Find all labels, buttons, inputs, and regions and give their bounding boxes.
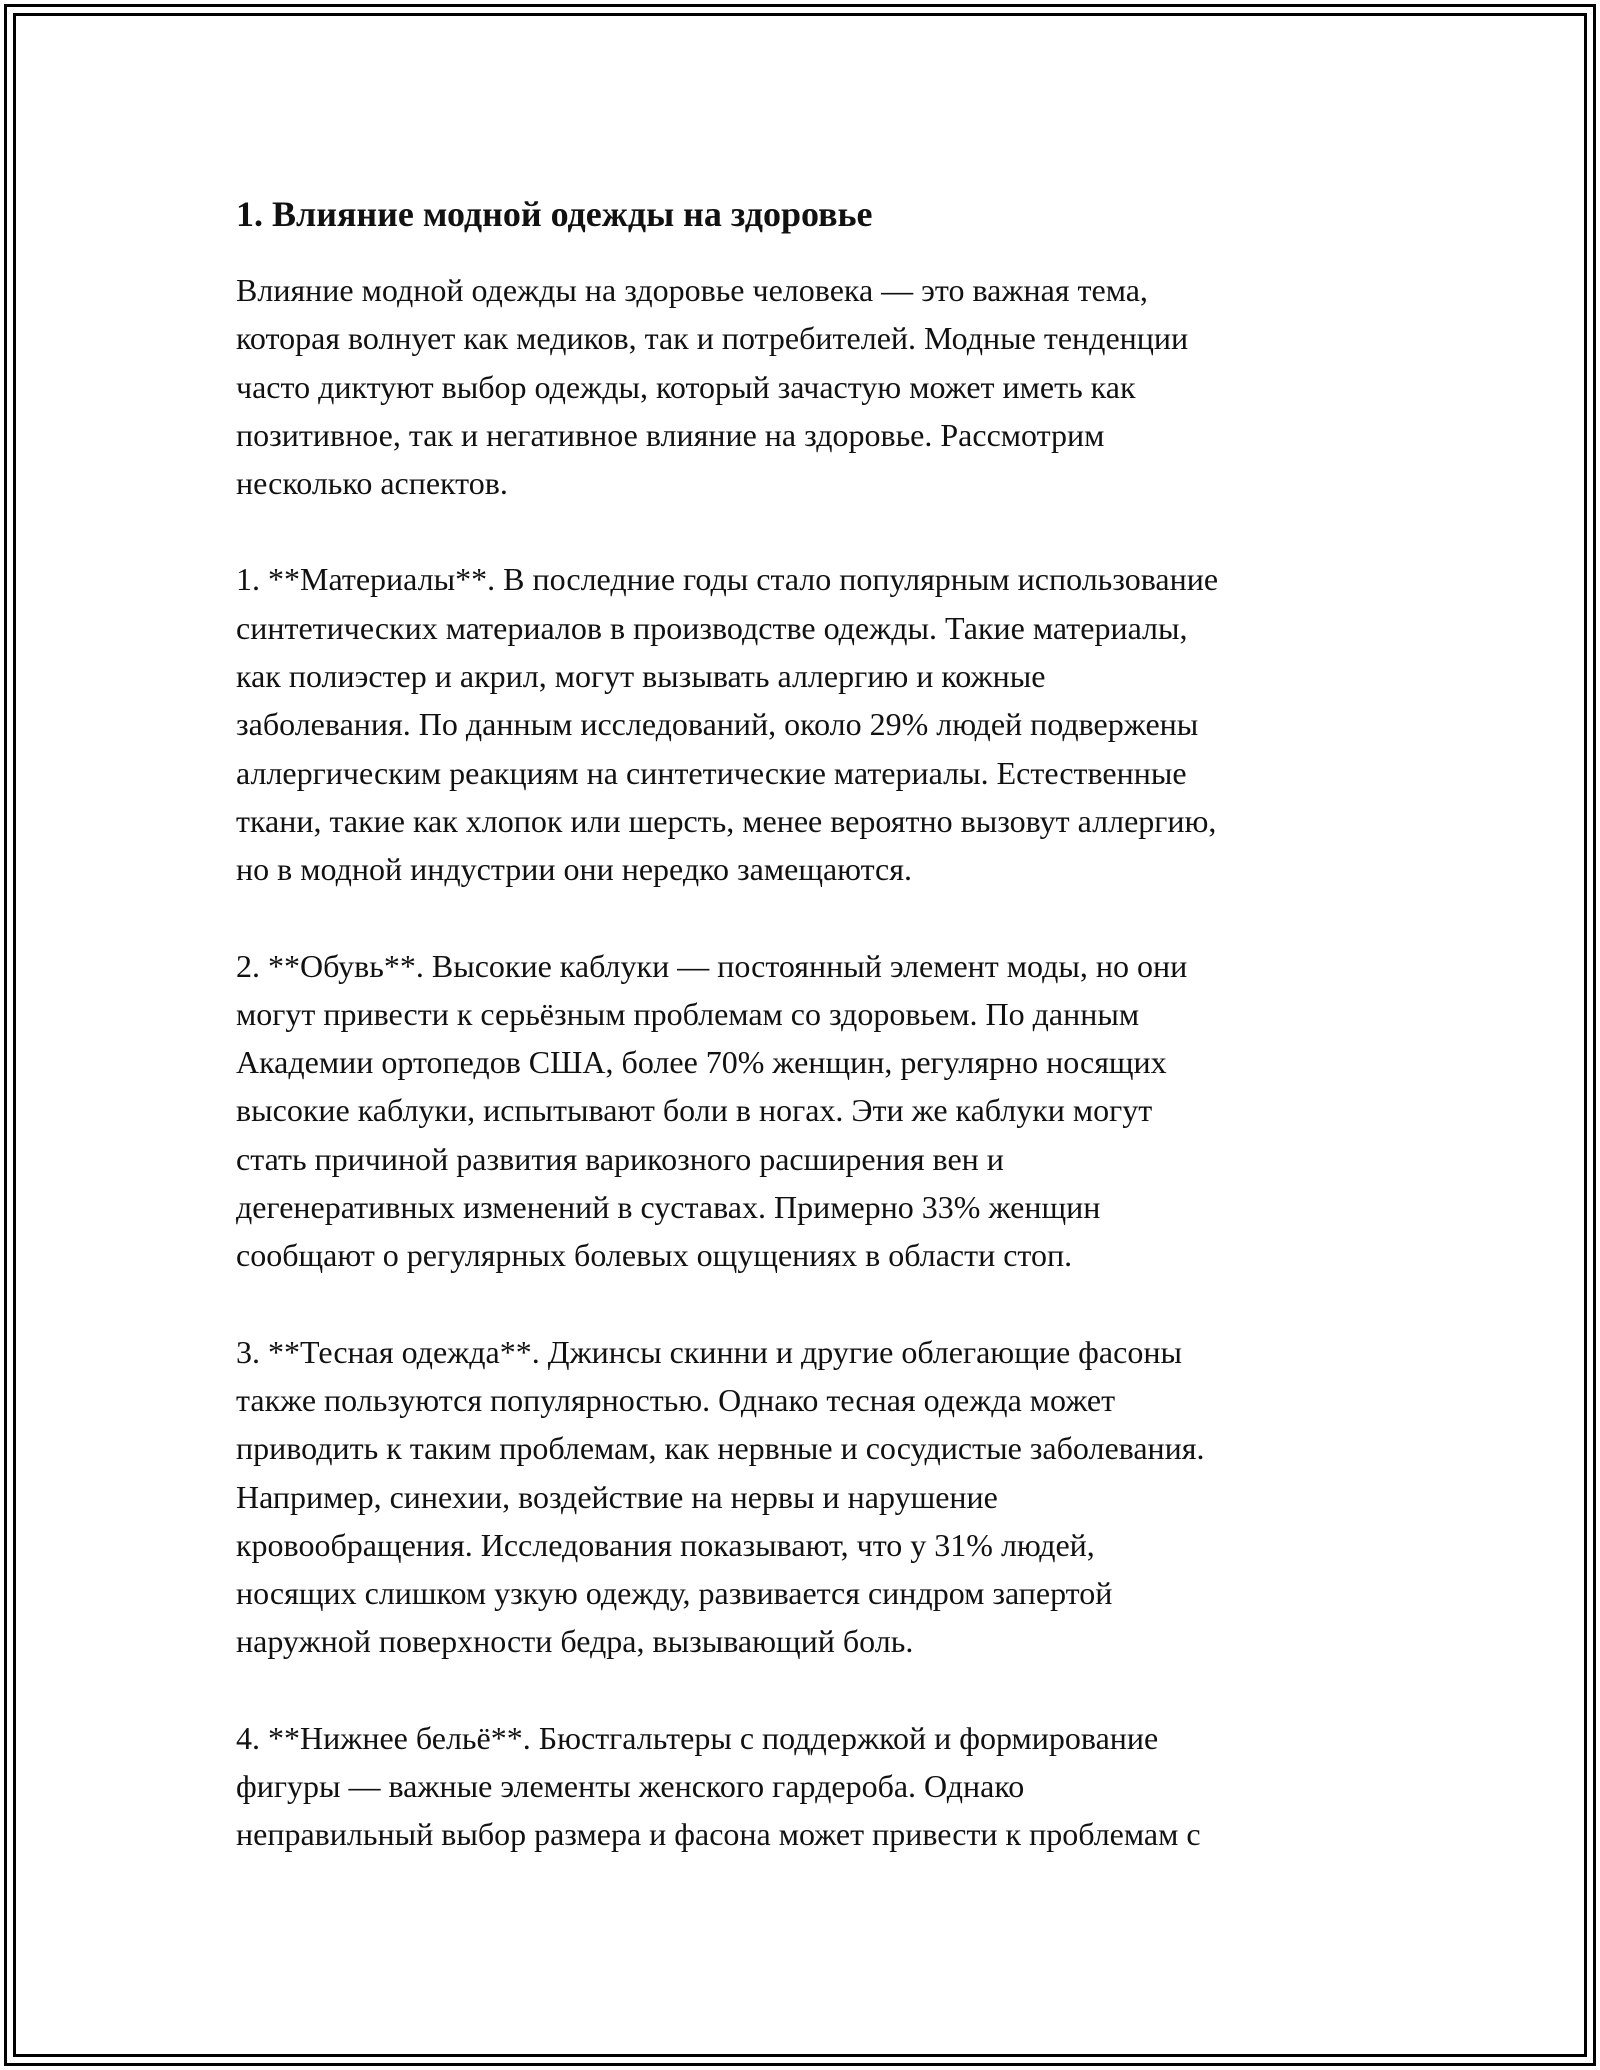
item-materials-paragraph [236,555,1386,893]
item-underwear-paragraph [236,1714,1386,1859]
text-line: дегенеративных изменений в суставах. Примерно 33% женщин [236,1189,1101,1226]
text-line: 1. **Материалы**. В последние годы стало популярным использование [236,561,1219,598]
text-line: но в модной индустрии они нередко замещаются. [236,851,912,888]
text-line: 4. **Нижнее бельё**. Бюстгальтеры с поддержкой и формирование [236,1719,1159,1756]
text-line: часто диктуют выбор одежды, который зачастую может иметь как [236,368,1136,405]
text-line: фигуры — важные элементы женского гардероба. Однако [236,1768,1025,1805]
text-line: носящих слишком узкую одежду, развивается синдром запертой [236,1575,1113,1612]
text-line: приводить к таким проблемам, как нервные и сосудистые заболевания. [236,1430,1205,1467]
text-line: сообщают о регулярных болевых ощущениях в области стоп. [236,1237,1073,1274]
text-line: неправильный выбор размера и фасона может привести к проблемам с [236,1816,1201,1853]
text-line: наружной поверхности бедра, вызывающий боль. [236,1623,914,1660]
text-line: кровообращения. Исследования показывают, что у 31% людей, [236,1526,1095,1563]
text-line: которая волнует как медиков, так и потребителей. Модные тенденции [236,320,1189,357]
item-tight-clothing-paragraph [236,1328,1386,1666]
text-line: Академии ортопедов США, более 70% женщин, регулярно носящих [236,1044,1167,1081]
text-line: несколько аспектов. [236,465,508,502]
text-line: также пользуются популярностью. Однако тесная одежда может [236,1381,1116,1418]
text-line: ткани, такие как хлопок или шерсть, менее вероятно вызовут аллергию, [236,802,1217,839]
text-line: аллергическим реакциям на синтетические материалы. Естественные [236,754,1187,791]
text-line: стать причиной развития варикозного расширения вен и [236,1140,1004,1177]
text-line: Влияние модной одежды на здоровье человека — это важная тема, [236,272,1148,308]
document-page [236,186,1386,1859]
text-line: заболевания. По данным исследований, около 29% людей подвержены [236,706,1199,743]
text-line: высокие каблуки, испытывают боли в ногах. Эти же каблуки могут [236,1092,1153,1129]
section-heading: 1. Влияние модной одежды на здоровье [236,194,873,234]
item-footwear-paragraph [236,942,1386,1280]
intro-paragraph [236,266,1386,507]
text-line: могут привести к серьёзным проблемам со здоровьем. По данным [236,995,1140,1032]
paragraph-spacer [236,1666,1386,1714]
text-line: 2. **Обувь**. Высокие каблуки — постоянный элемент моды, но они [236,947,1188,984]
paragraph-spacer [236,1280,1386,1328]
text-line: 3. **Тесная одежда**. Джинсы скинни и другие облегающие фасоны [236,1333,1182,1370]
paragraph-spacer [236,507,1386,555]
text-line: синтетических материалов в производстве одежды. Такие материалы, [236,609,1188,646]
text-line: позитивное, так и негативное влияние на здоровье. Рассмотрим [236,416,1105,453]
paragraph-spacer [236,894,1386,942]
text-line: как полиэстер и акрил, могут вызывать аллергию и кожные [236,658,1046,695]
text-line: Например, синехии, воздействие на нервы и нарушение [236,1478,998,1515]
